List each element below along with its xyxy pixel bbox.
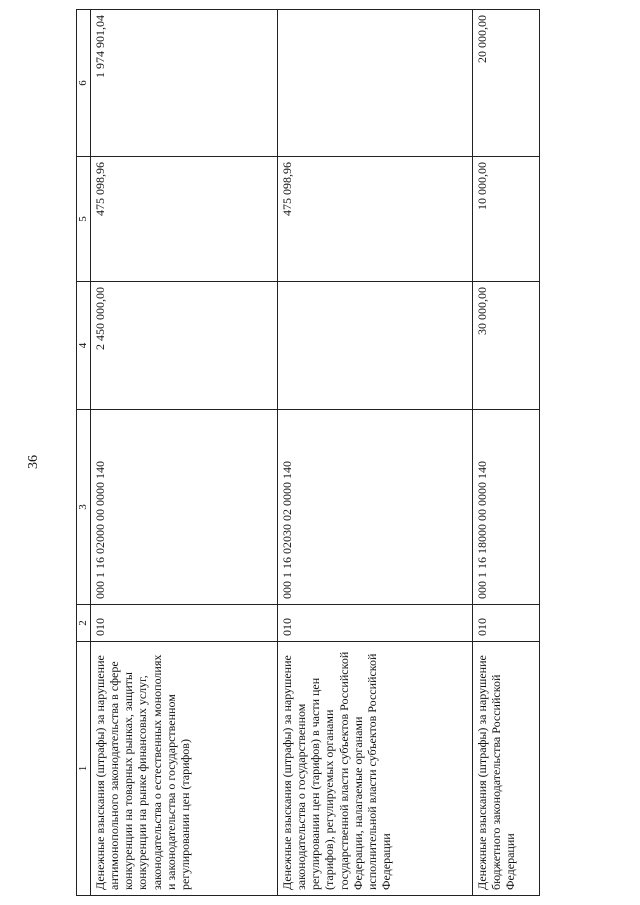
admin-code-cell: 010 bbox=[91, 605, 278, 642]
admin-code-cell: 010 bbox=[473, 605, 540, 642]
amount-col6-cell: 20 000,00 bbox=[473, 10, 540, 157]
kbk-code-cell: 000 1 16 02000 00 0000 140 bbox=[91, 410, 278, 605]
amount-col5-cell: 475 098,96 bbox=[278, 157, 473, 282]
kbk-code-cell: 000 1 16 02030 02 0000 140 bbox=[278, 410, 473, 605]
table-header-row bbox=[77, 10, 91, 896]
budget-revenue-table bbox=[76, 9, 540, 896]
admin-code-cell: 010 bbox=[278, 605, 473, 642]
rotated-table-container bbox=[76, 10, 530, 896]
table-row bbox=[91, 10, 278, 896]
kbk-code-cell: 000 1 16 18000 00 0000 140 bbox=[473, 410, 540, 605]
row-name-cell: Денежные взыскания (штрафы) за нарушение антимонопольного законодательства в сфере конкуренции на товарных рынках, защиты конкуренции на рынке финансовых услуг, законодательства о естественных монополиях и законодательства о государственном регулировании цен (тарифов) bbox=[91, 642, 278, 896]
row-name-cell: Денежные взыскания (штрафы) за нарушение законодательства о государственном регулировании цен (тарифов) в части цен (тарифов), регулируемых органами государственной власти субъектов Российской Федерации, налагаемые органами исполнительной власти субъектов Российской Федерации bbox=[278, 642, 473, 896]
amount-col5-cell: 475 098,96 bbox=[91, 157, 278, 282]
amount-col4-cell bbox=[278, 282, 473, 410]
column-number-4: 4 bbox=[77, 282, 91, 410]
column-number-2: 2 bbox=[77, 605, 91, 642]
amount-col6-cell: 1 974 901,04 bbox=[91, 10, 278, 157]
amount-col6-cell bbox=[278, 10, 473, 157]
amount-col4-cell: 30 000,00 bbox=[473, 282, 540, 410]
page-number: 36 bbox=[26, 455, 41, 469]
column-number-3: 3 bbox=[77, 410, 91, 605]
amount-col5-cell: 10 000,00 bbox=[473, 157, 540, 282]
column-number-6: 6 bbox=[77, 10, 91, 157]
table-row bbox=[278, 10, 473, 896]
column-number-5: 5 bbox=[77, 157, 91, 282]
column-number-1: 1 bbox=[77, 642, 91, 896]
row-name-cell: Денежные взыскания (штрафы) за нарушение бюджетного законодательства Российской Федерации bbox=[473, 642, 540, 896]
table-row bbox=[473, 10, 540, 896]
amount-col4-cell: 2 450 000,00 bbox=[91, 282, 278, 410]
